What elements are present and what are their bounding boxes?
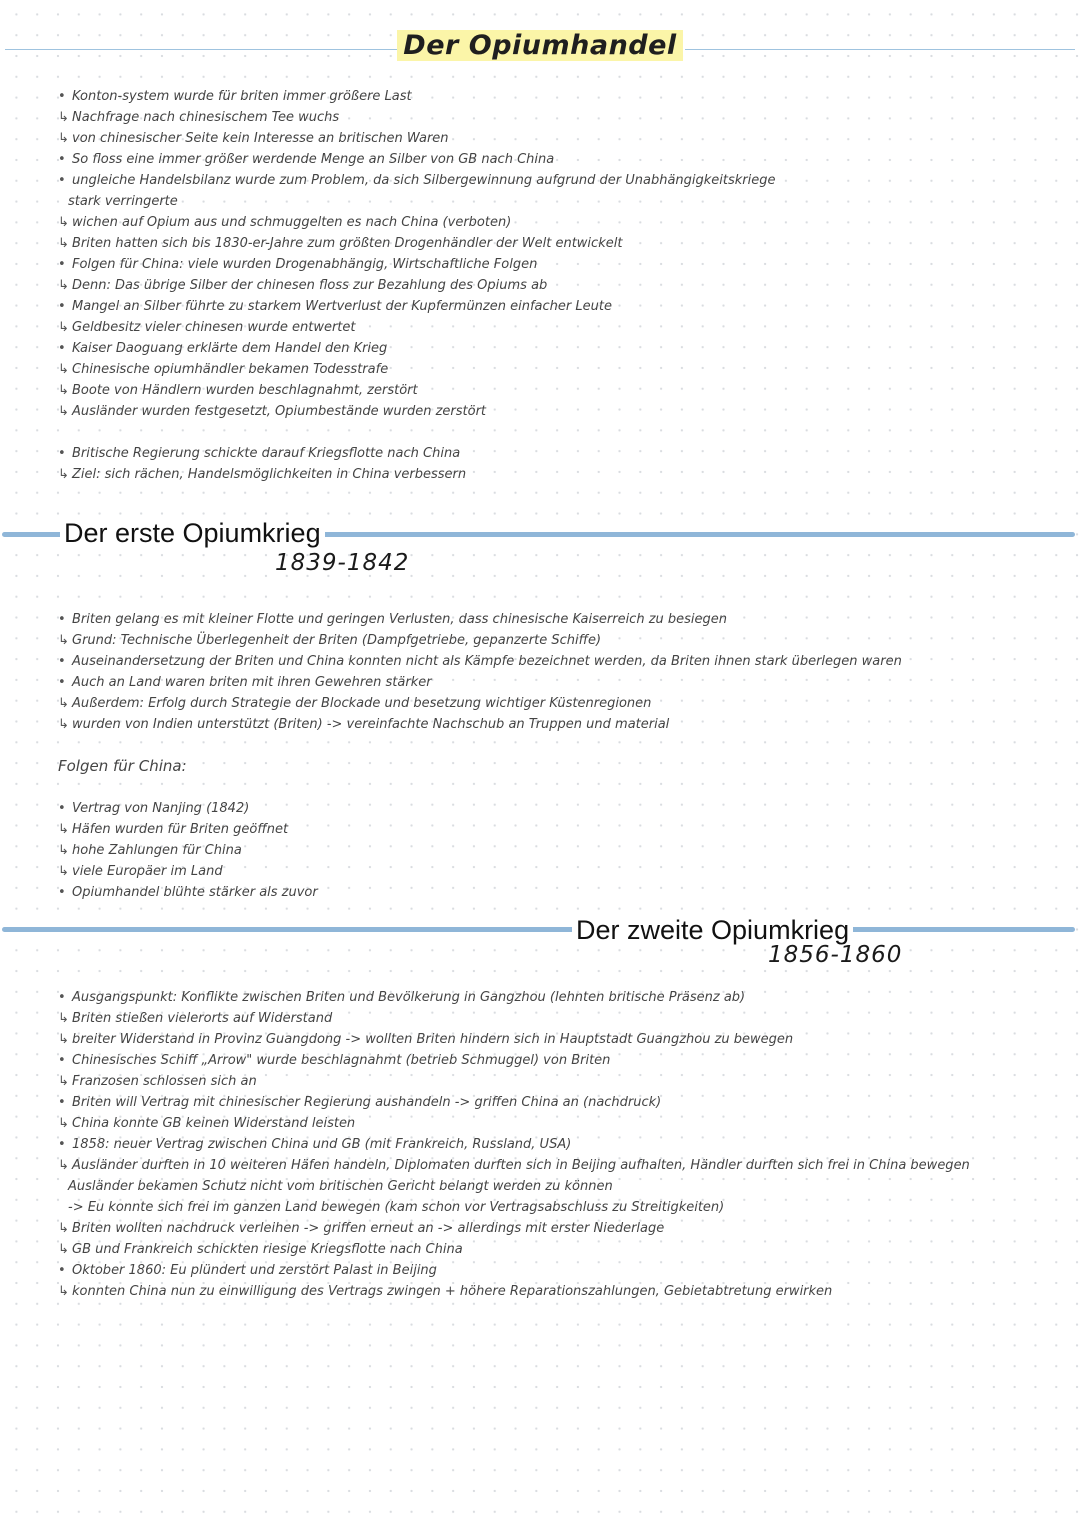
note-text: Boote von Händlern wurden beschlagnahmt, zerstört (72, 383, 418, 398)
note-line (58, 128, 1048, 149)
arrow-icon: ↳ (58, 131, 69, 146)
note-text: Geldbesitz vieler chinesen wurde entwertet (72, 320, 356, 335)
note-text: Konton-system wurde für briten immer größere Last (72, 89, 412, 104)
note-line (58, 714, 1048, 735)
blank-line (58, 422, 1048, 443)
bullet-icon: • (58, 1095, 66, 1110)
arrow-icon: ↳ (58, 404, 69, 419)
note-text: Kaiser Daoguang erklärte dem Handel den Krieg (72, 341, 388, 356)
note-text: Ausländer bekamen Schutz nicht vom britischen Gericht belangt werden zu können (68, 1179, 613, 1194)
bullet-icon: • (58, 89, 66, 104)
note-heading (58, 756, 1048, 777)
arrow-icon: ↳ (58, 467, 69, 482)
bullet-icon: • (58, 885, 66, 900)
bullet-icon: • (58, 990, 66, 1005)
note-text: viele Europäer im Land (72, 864, 223, 879)
section-divider-second-war (2, 927, 1075, 932)
note-line (58, 401, 1048, 422)
note-text: Chinesisches Schiff „Arrow" wurde beschlagnahmt (betrieb Schmuggel) von Briten (72, 1053, 611, 1068)
arrow-icon: ↳ (58, 362, 69, 377)
note-text: -> Eu konnte sich frei im ganzen Land bewegen (kam schon vor Vertragsabschluss zu Streitigkeiten) (68, 1200, 725, 1215)
note-line (58, 191, 1048, 212)
note-text: Briten stießen vielerorts auf Widerstand (72, 1011, 333, 1026)
note-line (58, 651, 1048, 672)
note-text: Briten will Vertrag mit chinesischer Regierung aushandeln -> griffen China an (nachdruck) (72, 1095, 662, 1110)
note-line (58, 275, 1048, 296)
arrow-icon: ↳ (58, 1242, 69, 1257)
bullet-icon: • (58, 654, 66, 669)
note-line (58, 1176, 1048, 1197)
arrow-icon: ↳ (58, 110, 69, 125)
note-text: Außerdem: Erfolg durch Strategie der Blockade und besetzung wichtiger Küstenregionen (72, 696, 652, 711)
first-war-title: Der erste Opiumkrieg (60, 518, 325, 549)
note-text: von chinesischer Seite kein Interesse an britischen Waren (72, 131, 449, 146)
note-line (58, 296, 1048, 317)
bullet-icon: • (58, 446, 66, 461)
note-line (58, 1281, 1048, 1302)
note-line (58, 1071, 1048, 1092)
note-text: Chinesische opiumhändler bekamen Todesstrafe (72, 362, 389, 377)
arrow-icon: ↳ (58, 822, 69, 837)
note-line (58, 212, 1048, 233)
note-text: Briten wollten nachdruck verleihen -> griffen erneut an -> allerdings mit erster Niederlage (72, 1221, 665, 1236)
note-text: Franzosen schlossen sich an (72, 1074, 257, 1089)
note-text: stark verringerte (68, 194, 178, 209)
note-text: Häfen wurden für Briten geöffnet (72, 822, 289, 837)
note-text: Ziel: sich rächen, Handelsmöglichkeiten in China verbessern (72, 467, 467, 482)
note-text: Ausgangspunkt: Konflikte zwischen Briten und Bevölkerung in Gangzhou (lehnten britische Präsenz ab) (72, 990, 746, 1005)
note-text: Grund: Technische Überlegenheit der Briten (Dampfgetriebe, gepanzerte Schiffe) (72, 633, 602, 648)
arrow-icon: ↳ (58, 278, 69, 293)
note-text: Mangel an Silber führte zu starkem Wertverlust der Kupfermünzen einfacher Leute (72, 299, 612, 314)
note-line (58, 819, 1048, 840)
note-text: Folgen für China: viele wurden Drogenabhängig, Wirtschaftliche Folgen (72, 257, 538, 272)
note-text: Briten hatten sich bis 1830-er-Jahre zum größten Drogenhändler der Welt entwickelt (72, 236, 623, 251)
arrow-icon: ↳ (58, 717, 69, 732)
note-line (58, 861, 1048, 882)
note-text: Britische Regierung schickte darauf Kriegsflotte nach China (72, 446, 461, 461)
note-line (58, 464, 1048, 485)
arrow-icon: ↳ (58, 1074, 69, 1089)
note-line (58, 1050, 1048, 1071)
arrow-icon: ↳ (58, 236, 69, 251)
arrow-icon: ↳ (58, 1221, 69, 1236)
note-line (58, 1155, 1048, 1176)
note-line (58, 170, 1048, 191)
note-line (58, 338, 1048, 359)
page-title: Der Opiumhandel (0, 30, 1080, 61)
note-line (58, 380, 1048, 401)
blank-line (58, 735, 1048, 756)
note-line (58, 1092, 1048, 1113)
note-text: Opiumhandel blühte stärker als zuvor (72, 885, 318, 900)
note-text: Auch an Land waren briten mit ihren Gewehren stärker (72, 675, 432, 690)
note-line (58, 107, 1048, 128)
note-line (58, 693, 1048, 714)
bullet-icon: • (58, 675, 66, 690)
note-line (58, 609, 1048, 630)
note-text: Nachfrage nach chinesischem Tee wuchs (72, 110, 340, 125)
bullet-icon: • (58, 173, 66, 188)
arrow-icon: ↳ (58, 383, 69, 398)
note-line (58, 1197, 1048, 1218)
note-line (58, 1218, 1048, 1239)
arrow-icon: ↳ (58, 1284, 69, 1299)
bullet-icon: • (58, 257, 66, 272)
bullet-icon: • (58, 612, 66, 627)
arrow-icon: ↳ (58, 320, 69, 335)
note-line (58, 1113, 1048, 1134)
note-line (58, 630, 1048, 651)
note-text: Folgen für China: (58, 757, 187, 775)
note-text: wichen auf Opium aus und schmuggelten es nach China (verboten) (72, 215, 512, 230)
blank-line (58, 777, 1048, 798)
note-text: Auseinandersetzung der Briten und China konnten nicht als Kämpfe bezeichnet werden, da Briten ihnen stark überlegen waren (72, 654, 902, 669)
bullet-icon: • (58, 1263, 66, 1278)
arrow-icon: ↳ (58, 864, 69, 879)
bullet-icon: • (58, 152, 66, 167)
note-line (58, 840, 1048, 861)
note-line (58, 1134, 1048, 1155)
note-text: wurden von Indien unterstützt (Briten) -> vereinfachte Nachschub an Truppen und material (72, 717, 670, 732)
note-text: ungleiche Handelsbilanz wurde zum Problem, da sich Silbergewinnung aufgrund der Unabhängigkeitskriege (72, 173, 776, 188)
note-line (58, 443, 1048, 464)
bullet-icon: • (58, 1053, 66, 1068)
note-text: Ausländer durften in 10 weiteren Häfen handeln, Diplomaten durften sich in Beijing aufhalten, Händler durften sich frei in China bewegen (72, 1158, 970, 1173)
note-text: Ausländer wurden festgesetzt, Opiumbestände wurden zerstört (72, 404, 487, 419)
note-text: 1858: neuer Vertrag zwischen China und GB (mit Frankreich, Russland, USA) (72, 1137, 572, 1152)
note-text: GB und Frankreich schickten riesige Kriegsflotte nach China (72, 1242, 463, 1257)
bullet-icon: • (58, 801, 66, 816)
arrow-icon: ↳ (58, 843, 69, 858)
bullet-icon: • (58, 299, 66, 314)
note-text: hohe Zahlungen für China (72, 843, 242, 858)
arrow-icon: ↳ (58, 696, 69, 711)
note-line (58, 1239, 1048, 1260)
note-text: konnten China nun zu einwilligung des Vertrags zwingen + höhere Reparationszahlungen, Gebietabtretung erwirken (72, 1284, 833, 1299)
note-line (58, 254, 1048, 275)
note-line (58, 233, 1048, 254)
arrow-icon: ↳ (58, 633, 69, 648)
note-text: Oktober 1860: Eu plündert und zerstört Palast in Beijing (72, 1263, 437, 1278)
note-line (58, 86, 1048, 107)
note-line (58, 672, 1048, 693)
arrow-icon: ↳ (58, 1011, 69, 1026)
note-text: China konnte GB keinen Widerstand leisten (72, 1116, 356, 1131)
bullet-icon: • (58, 1137, 66, 1152)
note-line (58, 149, 1048, 170)
note-line (58, 1029, 1048, 1050)
note-text: breiter Widerstand in Provinz Guangdong -> wollten Briten hindern sich in Hauptstadt Guangzhou zu bewegen (72, 1032, 794, 1047)
note-line (58, 317, 1048, 338)
arrow-icon: ↳ (58, 1158, 69, 1173)
note-line (58, 798, 1048, 819)
second-war-years: 1856-1860 (768, 942, 903, 968)
opiumhandel-notes (58, 86, 1048, 485)
second-war-title: Der zweite Opiumkrieg (572, 915, 853, 946)
note-text: So floss eine immer größer werdende Menge an Silber von GB nach China (72, 152, 555, 167)
note-text: Denn: Das übrige Silber der chinesen floss zur Bezahlung des Opiums ab (72, 278, 548, 293)
note-line (58, 882, 1048, 903)
arrow-icon: ↳ (58, 215, 69, 230)
note-line (58, 1260, 1048, 1281)
first-war-notes (58, 609, 1048, 903)
note-line (58, 1008, 1048, 1029)
second-war-notes (58, 987, 1048, 1302)
arrow-icon: ↳ (58, 1116, 69, 1131)
arrow-icon: ↳ (58, 1032, 69, 1047)
note-text: Vertrag von Nanjing (1842) (72, 801, 250, 816)
first-war-years: 1839-1842 (275, 550, 410, 576)
note-text: Briten gelang es mit kleiner Flotte und geringen Verlusten, dass chinesische Kaiserreich zu besiegen (72, 612, 728, 627)
note-line (58, 359, 1048, 380)
bullet-icon: • (58, 341, 66, 356)
note-line (58, 987, 1048, 1008)
